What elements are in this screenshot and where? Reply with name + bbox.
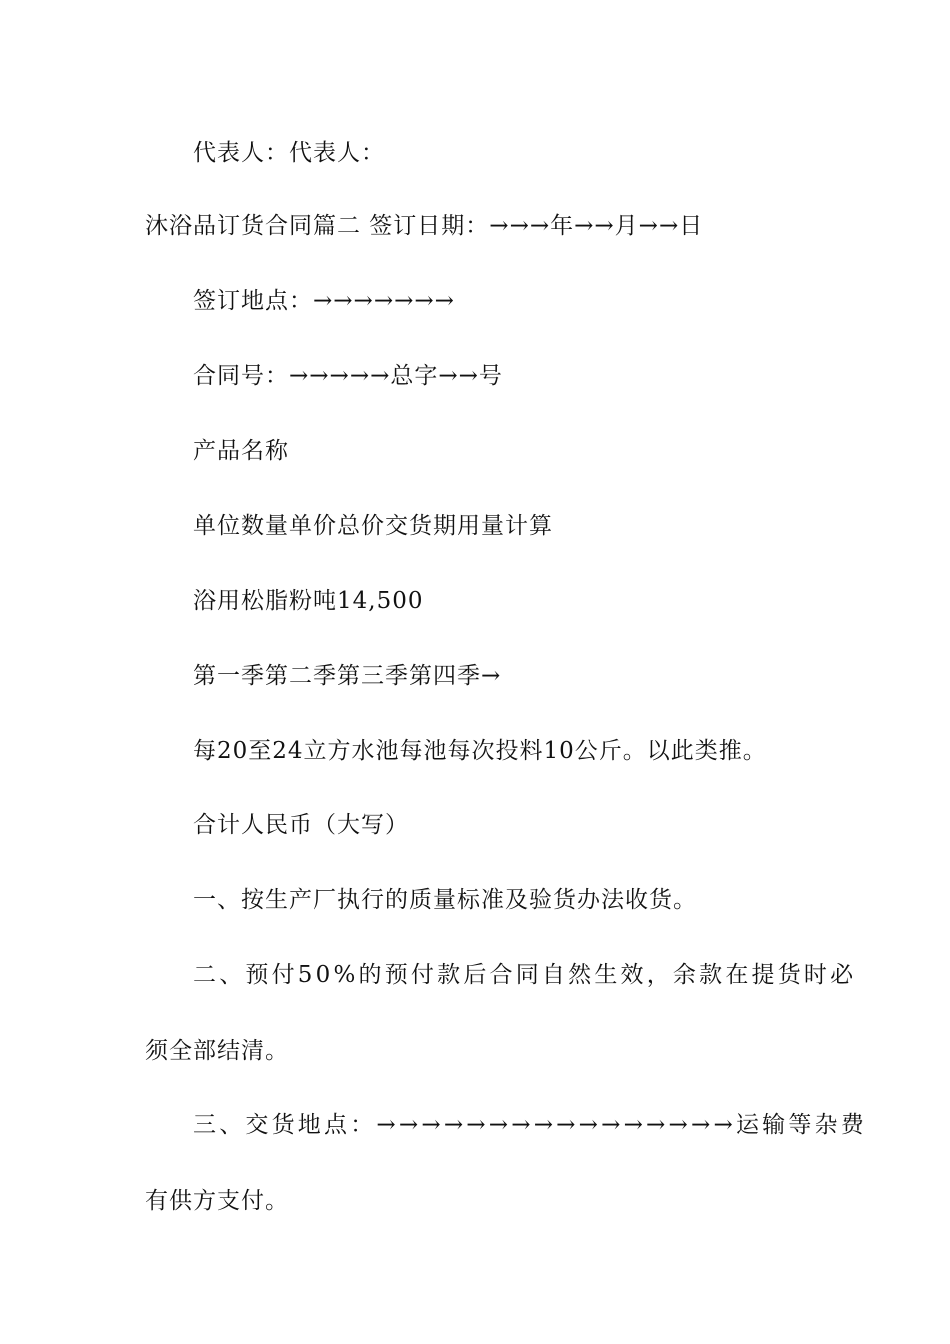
clause-one-line: 一、按生产厂执行的质量标准及验货办法收货。: [193, 887, 697, 913]
product-row-line: 浴用松脂粉吨14,500: [193, 588, 424, 614]
clause-three-continuation: 有供方支付。: [145, 1188, 289, 1214]
table-header-line: 单位数量单价总价交货期用量计算: [193, 513, 553, 539]
contract-number-line: 合同号：→→→→→总字→→号: [193, 363, 503, 389]
contract-title-date-line: 沐浴品订货合同篇二 签订日期：→→→年→→月→→日: [145, 213, 704, 239]
clause-three-line: 三、交货地点：→→→→→→→→→→→→→→→→运输等杂费: [193, 1112, 867, 1138]
clause-two-line: 二、预付50%的预付款后合同自然生效，余款在提货时必: [193, 962, 857, 988]
representative-line: 代表人：代表人：: [193, 140, 385, 166]
signing-place-line: 签订地点：→→→→→→→: [193, 288, 455, 314]
usage-note-line: 每20至24立方水池每池每次投料10公斤。以此类推。: [193, 738, 767, 764]
product-name-label: 产品名称: [193, 438, 289, 464]
quarter-line: 第一季第二季第三季第四季→: [193, 663, 502, 689]
clause-two-continuation: 须全部结清。: [145, 1038, 289, 1064]
total-rmb-line: 合计人民币（大写）: [193, 812, 409, 838]
